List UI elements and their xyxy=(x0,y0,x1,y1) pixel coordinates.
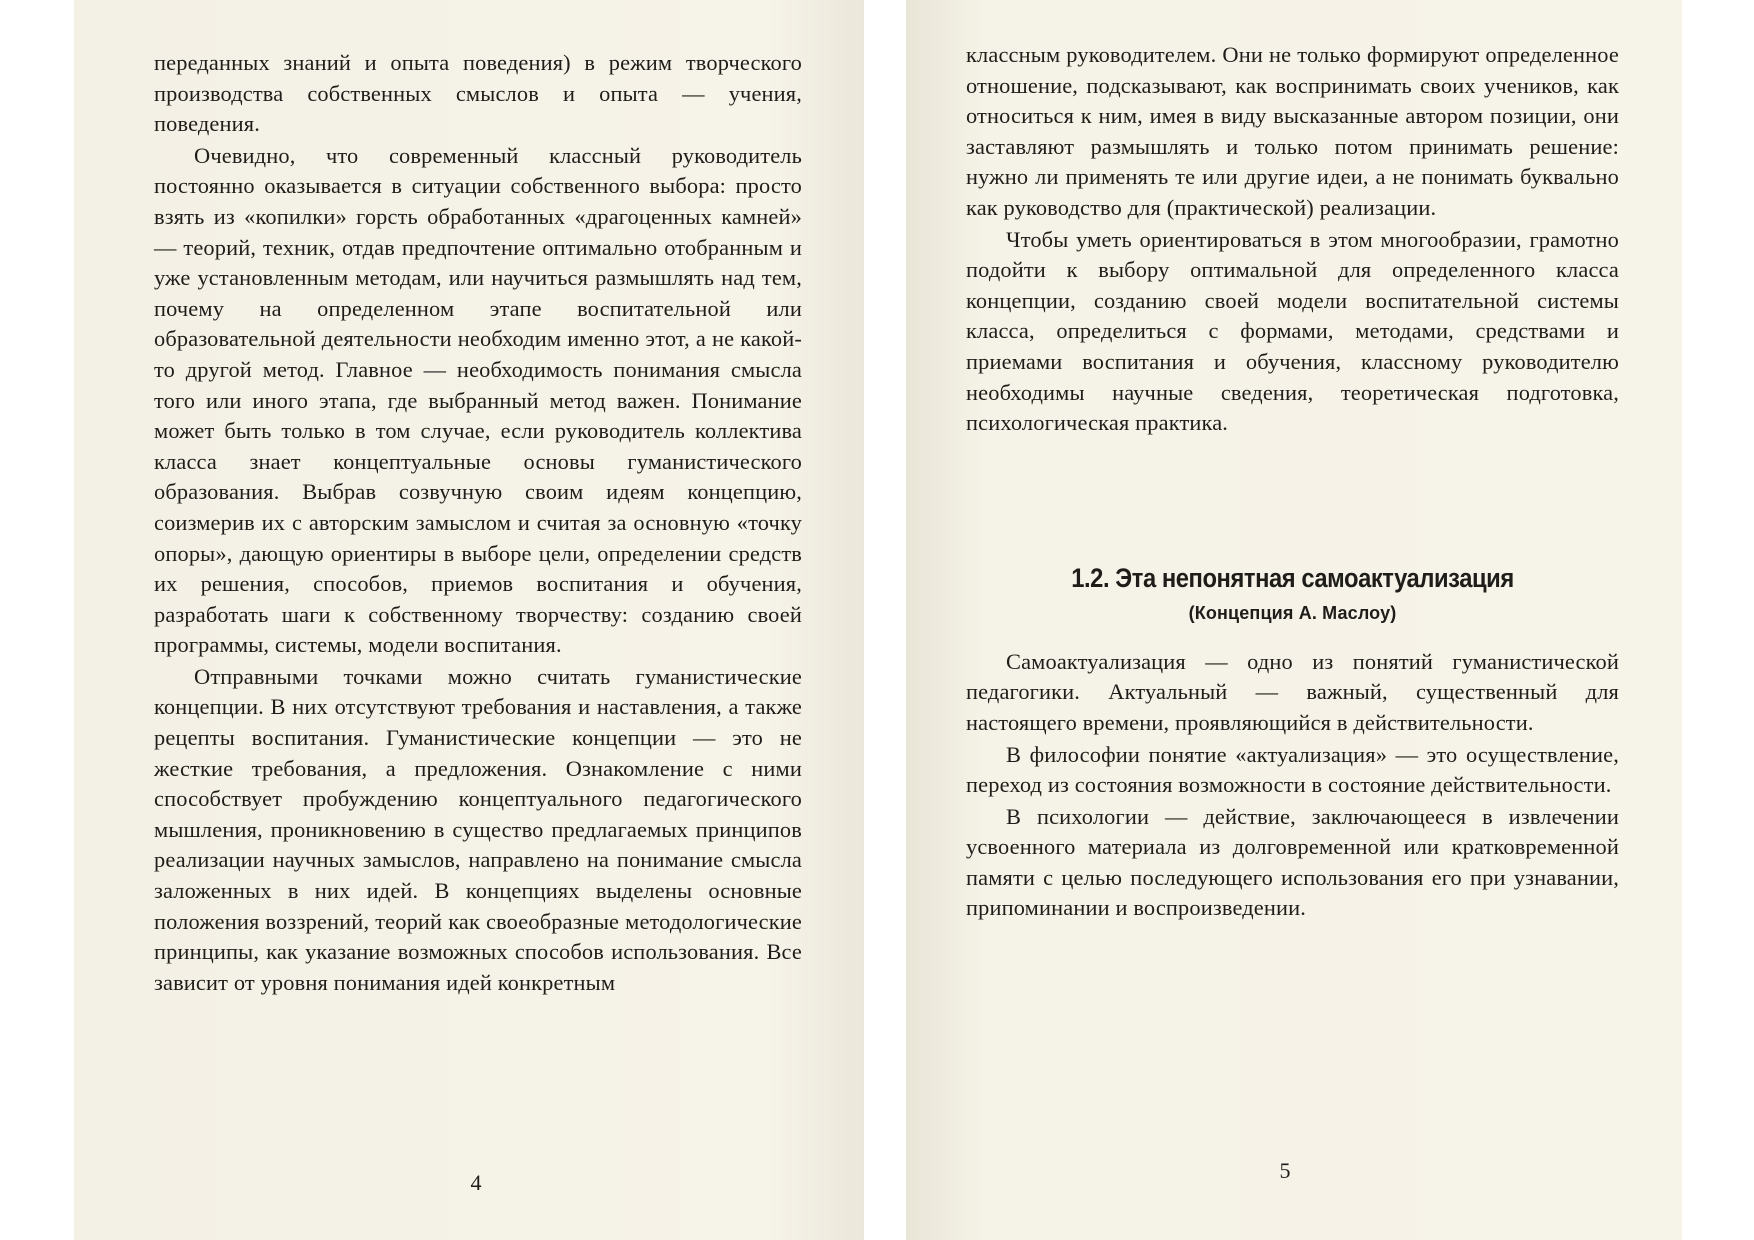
right-page-text xyxy=(966,40,1619,924)
left-page-text xyxy=(154,48,802,998)
left-page xyxy=(74,0,864,1240)
paragraph: В психологии — действие, заключающееся в извлечении усвоенного материала из долговременной или кратковременной памяти с целью последующего использования его при узнавании, припоминании и воспроизведении. xyxy=(966,803,1619,921)
book-gutter xyxy=(864,0,906,1240)
page-number: 4 xyxy=(470,1170,482,1195)
paragraph: классным руководителем. Они не только формируют определенное отношение, подсказывают, как воспринимать своих учеников, как относиться к ним, имея в виду высказанные автором позиции, они заставляют размышлять и только потом принимать решение: нужно ли применять те или другие идеи, а не понимать буквально как руководство для (практической) реализации. xyxy=(966,42,1619,220)
page-number: 5 xyxy=(1279,1158,1291,1183)
paragraph: Самоактуализация — одно из понятий гуманистической педагогики. Актуальный — важный, существенный для настоящего времени, проявляющийся в действительности. xyxy=(966,648,1619,735)
paragraph: Очевидно, что современный классный руководитель постоянно оказывается в ситуации собственного выбора: просто взять из «копилки» горсть обработанных «драгоценных камней» — теорий, техник, отдав предпочтение оптимально отобранным и уже установленным методам, или научиться размышлять над тем, почему на определенном этапе воспитательной или образовательной деятельности необходим именно этот, а не какой-то другой метод. Главное — необходимость понимания смысла того или иного этапа, где выбранный метод важен. Понимание может быть только в том случае, если руководитель коллектива класса знает концептуальные основы гуманистического образования. Выбрав созвучную своим идеям концепцию, соизмерив их с авторским замыслом и считая за основную «точку опоры», дающую ориентиры в выборе цели, определении средств их решения, способов, приемов воспитания и обучения, разработать шаги к собственному творчеству: созданию своей программы, системы, модели воспитания. xyxy=(154,142,802,658)
section-heading: 1.2. Эта непонятная самоактуализация xyxy=(1071,562,1514,593)
paragraph: Чтобы уметь ориентироваться в этом многообразии, грамотно подойти к выбору оптимальной для определенного класса концепции, созданию своей модели воспитательной системы класса, определиться с формами, методами, средствами и приемами воспитания и обучения, классному руководителю необходимы научные сведения, теоретическая подготовка, психологическая практика. xyxy=(966,226,1619,436)
paragraph: В философии понятие «актуализация» — это осуществление, переход из состояния возможности в состояние действительности. xyxy=(966,741,1619,798)
section-subtitle: (Концепция А. Маслоу) xyxy=(1188,602,1397,623)
paragraph: Отправными точками можно считать гуманистические концепции. В них отсутствуют требования и наставления, а также рецепты воспитания. Гуманистические концепции — это не жесткие требования, а предложения. Ознакомление с ними способствует пробуждению концептуального педагогического мышления, проникновению в существо предлагаемых принципов реализации научных замыслов, направлено на понимание смысла заложенных в них идей. В концепциях выделены основные положения воззрений, теорий как своеобразные методологические принципы, как указание возможных способов использования. Все зависит от уровня понимания идей конкретным xyxy=(154,663,802,995)
paragraph: переданных знаний и опыта поведения) в режим творческого производства собственных смыслов и опыта — учения, поведения. xyxy=(154,50,802,137)
right-page xyxy=(906,0,1682,1240)
